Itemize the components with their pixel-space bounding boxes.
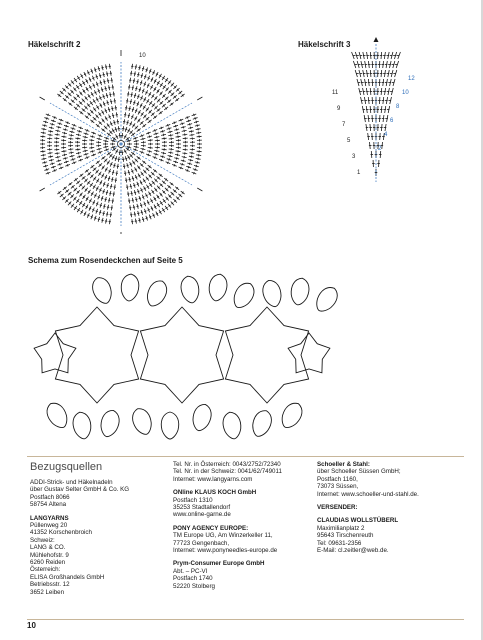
source-line: CLAUDIAS WOLLSTÜBERL [317,517,399,525]
row-label: 1 [357,170,361,176]
chart2-heading: Häkelschrift 2 [28,40,81,49]
source-line: Postfach 1740 [173,575,213,583]
source-line: PONY AGENCY EUROPE: [173,524,249,532]
source-line: VERSENDER: [317,504,358,512]
source-line: 3652 Leiben [30,588,65,596]
source-line: 6260 Reiden [30,559,66,567]
source-line: ELISA Großhandels GmbH [30,573,105,581]
source-line: E-Mail: cl.zeitler@web.de. [317,547,389,555]
source-line: 41352 Korschenbroich [30,529,92,537]
sources-column-3 [317,461,419,554]
source-line: Internet: www.langyarns.com [173,475,253,483]
source-line: Tel. Nr. in der Schweiz: 0041/62/749011 [173,468,282,476]
source-line: Österreich: [30,566,61,574]
crochet-chart-2 [36,44,206,234]
source-line: 52220 Stolberg [173,582,215,590]
row-label: 7 [342,122,346,128]
source-line: www.online-garne.de [173,511,231,519]
row-label: 4 [384,132,388,138]
source-line: über Schoeller Süssen GmbH; [317,468,401,476]
schema-heading: Schema zum Rosendeckchen auf Seite 5 [28,256,183,265]
source-line: ADDI-Strick- und Häkelnadeln [30,479,113,486]
source-line: Betriebsstr. 12 [30,581,70,589]
source-line: LANG & CO. [30,544,66,552]
source-line: Mühlehofstr. 9 [30,551,69,559]
sources-box [27,456,464,620]
row-label: 9 [337,106,341,112]
source-line: Abt. – PC-VI [173,567,208,575]
chart3-heading: Häkelschrift 3 [298,40,351,49]
source-line: über Gustav Selter GmbH & Co. KG [30,486,130,494]
source-line: Maximilianplatz 2 [317,524,365,532]
source-line: Tel. Nr. in Österreich: 0043/2752/72340 [173,461,281,468]
source-line: ONline KLAUS KOCH GmbH [173,489,257,497]
source-line: Postfach 8066 [30,493,70,501]
source-line: Postfach 1310 [173,496,213,504]
page-number: 10 [27,621,36,630]
row-label: 10 [402,90,409,96]
source-line: Postfach 1160, [317,475,358,483]
sources-title: Bezugsquellen [30,461,103,473]
crochet-chart-3 [320,34,440,184]
source-line: 95643 Tirschenreuth [317,532,374,540]
source-line: Internet: www.ponyneedles-europe.de [173,547,278,555]
row-label: 5 [347,138,351,144]
doily-schema [22,265,342,455]
source-line: Tel: 09631-2356 [317,539,362,547]
source-line: LANGYARNS [30,514,69,522]
source-line: Prym-Consumer Europe GmbH [173,560,265,568]
sources-column-1 [30,479,129,596]
row-label: 8 [396,104,400,110]
row-label: 12 [408,76,415,82]
source-line: 73073 Süssen, [317,483,359,491]
chart2-row-label: 10 [139,53,146,59]
source-line: TM Europe UG, Am Winzerkeller 11, [173,532,273,540]
source-line: Internet: www.schoeller-und-stahl.de. [317,490,419,498]
source-line: 77723 Gengenbach, [173,539,230,547]
row-label: 11 [332,90,339,96]
source-line: Püllenweg 20 [30,522,68,530]
source-line: Schweiz: [30,536,55,544]
row-label: 6 [390,118,394,124]
row-label: 3 [352,154,356,160]
source-line: Schoeller & Stahl: [317,461,370,468]
sources-column-2 [173,461,282,590]
source-line: 35253 Stadtallendorf [173,504,231,512]
row-label: 2 [378,146,382,152]
source-line: 58754 Altena [30,501,67,509]
